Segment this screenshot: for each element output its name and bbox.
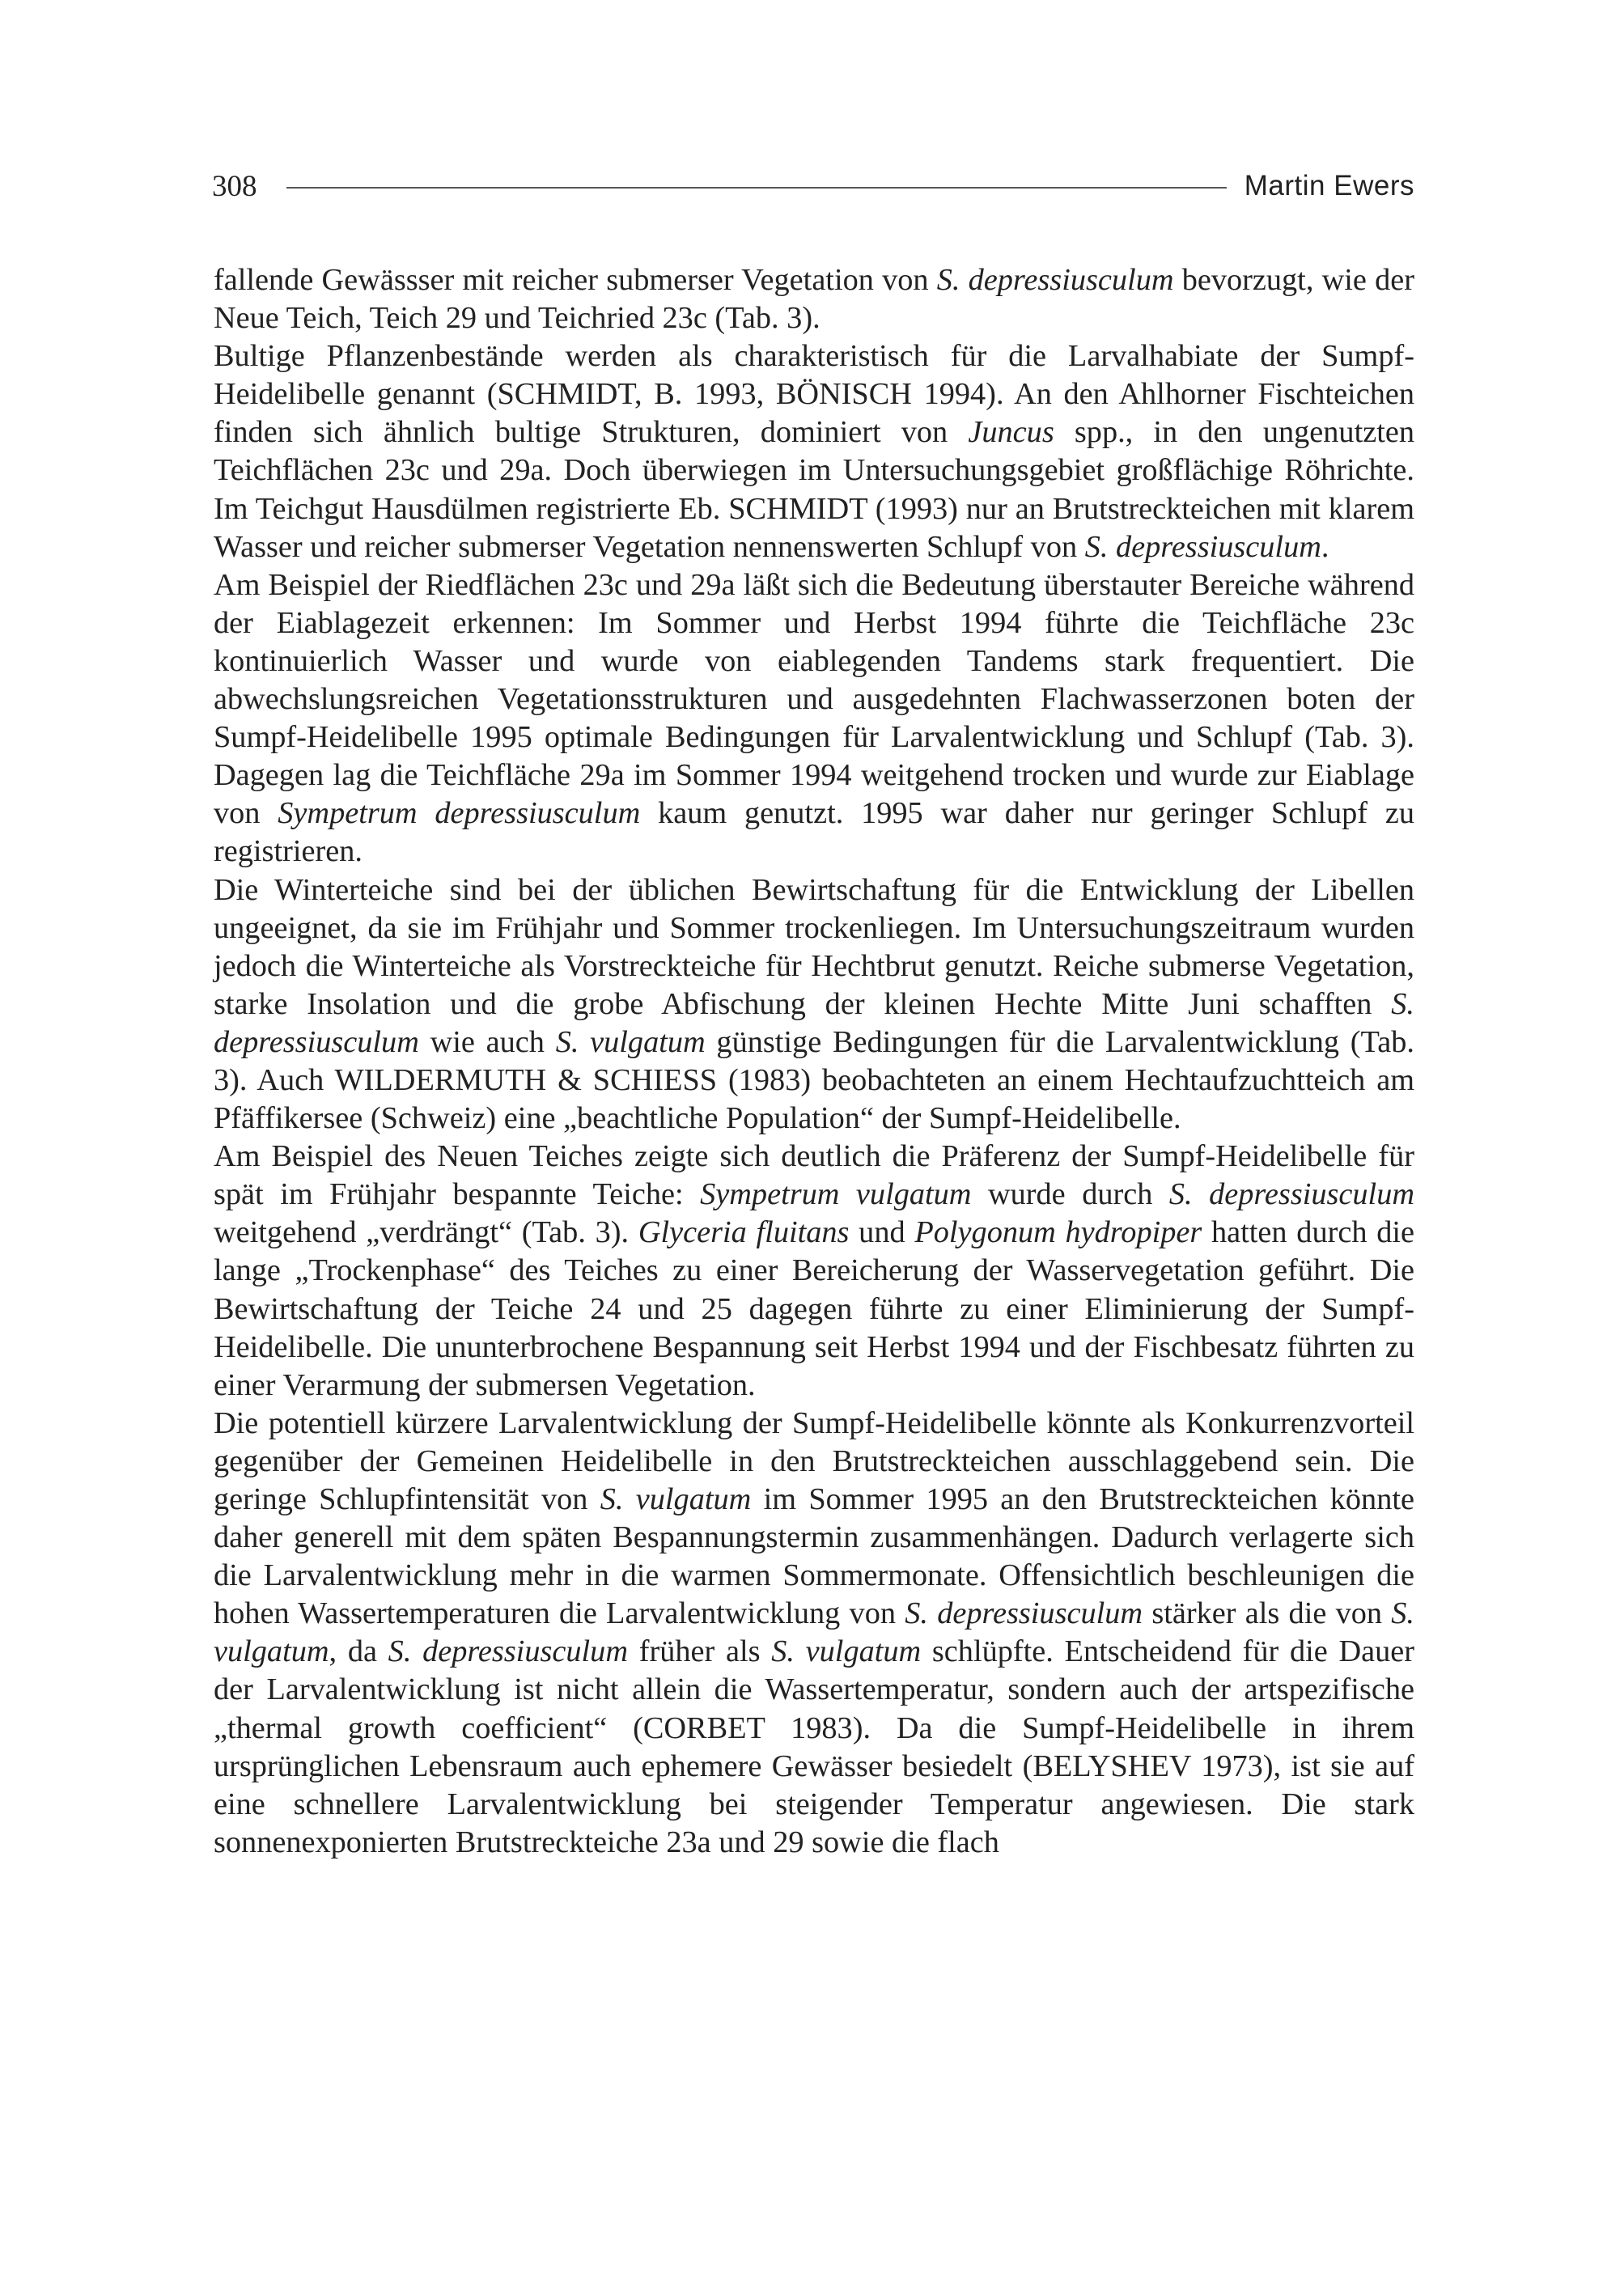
text-run: günstige Bedingungen für die Larvalentwicklung (Tab. 3). Auch WILDERMUTH & SCHIESS (1983) beobachteten an einem Hechtaufzuchtteich am Pfäffikersee (Schweiz) eine „beachtliche Population“ der Sumpf-Heidelibelle. — [214, 1024, 1415, 1136]
text-run: im Sommer 1995 an den Brutstreckteichen könnte daher generell mit dem späten Bespannungstermin zusammenhängen. Dadurch verlagerte sich die Larvalentwicklung mehr in die warmen Sommermonate. Offensichtlich beschleunigen die hohen Wassertemperaturen die Larvalentwicklung von — [214, 1482, 1414, 1631]
paragraph — [214, 337, 1414, 566]
text-run: hatten durch die lange „Trockenphase“ des Teiches zu einer Bereicherung der Wasservegetation geführt. Die Bewirtschaftung der Teiche 24 und 25 dagegen führte zu einer Eliminierung der Sumpf-Heidelibelle. Die ununterbrochene Bespannung seit Herbst 1994 und der Fischbesatz führten zu einer Verarmung der submersen Vegetation. — [214, 1215, 1415, 1402]
text-run: , da — [329, 1634, 388, 1669]
text-run: bevorzugt, wie der Neue Teich, Teich 29 und Teichried 23c (Tab. 3). — [214, 263, 1414, 336]
italic-term: S. vulgatum — [555, 1024, 706, 1059]
text-run: und — [849, 1215, 915, 1250]
italic-term: S. depressiusculum — [1084, 529, 1321, 564]
text-run: früher als — [627, 1634, 772, 1669]
paragraph — [214, 1138, 1414, 1405]
italic-term: S. depressiusculum — [936, 263, 1174, 297]
text-run: weitgehend „verdrängt“ (Tab. 3). — [214, 1215, 638, 1250]
italic-term: Sympetrum vulgatum — [700, 1177, 972, 1212]
paragraph — [214, 1405, 1414, 1862]
paragraph — [214, 261, 1414, 337]
text-run: schlüpfte. Entscheidend für die Dauer der Larvalentwicklung ist nicht allein die Wassertemperatur, sondern auch der artspezifische „thermal growth coefficient“ (CORBET 1983). Da die Sumpf-Heidelibelle in ihrem ursprünglichen Lebensraum auch ephemere Gewässer besiedelt (BELYSHEV 1973), ist sie auf eine schnellere Larvalentwicklung bei steigender Temperatur angewiesen. Die stark sonnenexponierten Brutstreckteiche 23a und 29 sowie die flach — [214, 1634, 1414, 1859]
italic-term: Polygonum hydropiper — [914, 1215, 1202, 1250]
italic-term: S. depressiusculum — [388, 1634, 628, 1669]
text-run: stärker als die von — [1143, 1596, 1392, 1631]
header-rule — [286, 187, 1227, 189]
text-run: Die Winterteiche sind bei der üblichen Bewirtschaftung für die Entwicklung der Libellen ungeeignet, da sie im Frühjahr und Sommer trockenliegen. Im Untersuchungszeitraum wurden jedoch die Winterteiche als Vorstreckteiche für Hechtbrut genutzt. Reiche submerse Vegetation, starke Insolation und die grobe Abfischung der kleinen Hechte Mitte Juni schafften — [214, 872, 1414, 1021]
paragraph — [214, 871, 1414, 1138]
text-run: Am Beispiel der Riedflächen 23c und 29a läßt sich die Bedeutung überstauter Bereiche während der Eiablagezeit erkennen: Im Sommer und Herbst 1994 führte die Teichfläche 23c kontinuierlich Wasser und wurde von eiablegenden Tandems stark frequentiert. Die abwechslungsreichen Vegetationsstrukturen und ausgedehnten Flachwasserzonen boten der Sumpf-Heidelibelle 1995 optimale Bedingungen für Larvalentwicklung und Schlupf (Tab. 3). Dagegen lag die Teichfläche 29a im Sommer 1994 weitgehend trocken und wurde zur Eiablage von — [214, 567, 1414, 831]
text-run: wie auch — [418, 1024, 556, 1059]
text-run: Die potentiell kürzere Larvalentwicklung der Sumpf-Heidelibelle könnte als Konkurrenzvorteil gegenüber der Gemeinen Heidelibelle in den Brutstreckteichen ausschlaggebend sein. Die geringe Schlupfintensität von — [214, 1405, 1414, 1516]
text-run: wurde durch — [971, 1177, 1169, 1212]
text-run: . — [1321, 529, 1329, 564]
italic-term: S. depressiusculum — [1168, 1177, 1415, 1212]
italic-term: Sympetrum depressiusculum — [278, 796, 641, 831]
text-run: spp., in den ungenutzten Teichflächen 23c und 29a. Doch überwiegen im Untersuchungsgebiet großflächige Röhrichte. Im Teichgut Hausdülmen registrierte Eb. SCHMIDT (1993) nur an Brutstreckteichen mit klarem Wasser und reicher submerser Vegetation nennenswerten Schlupf von — [214, 415, 1414, 564]
italic-term: S. depressiusculum — [905, 1596, 1143, 1631]
italic-term: S. vulgatum — [214, 1596, 1415, 1669]
page-header — [212, 166, 1414, 206]
text-run: kaum genutzt. 1995 war daher nur geringer Schlupf zu registrieren. — [214, 796, 1414, 869]
italic-term: Glyceria fluitans — [638, 1215, 850, 1250]
italic-term: S. vulgatum — [771, 1634, 922, 1669]
italic-term: S. depressiusculum — [214, 986, 1414, 1059]
running-head-author: Martin Ewers — [1244, 170, 1414, 201]
italic-term: Juncus — [968, 415, 1054, 450]
text-run: Bultige Pflanzenbestände werden als charakteristisch für die Larvalhabiate der Sumpf-Heidelibelle genannt (SCHMIDT, B. 1993, BÖNISCH 1994). An den Ahlhorner Fischteichen finden sich ähnlich bultige Strukturen, dominiert von — [214, 339, 1414, 450]
text-run: fallende Gewässser mit reicher submerser Vegetation von — [214, 263, 937, 297]
text-run: Am Beispiel des Neuen Teiches zeigte sich deutlich die Präferenz der Sumpf-Heidelibelle für spät im Frühjahr bespannte Teiche: — [214, 1139, 1414, 1212]
page-number: 308 — [212, 169, 257, 203]
body-text — [214, 261, 1414, 1862]
paragraph — [214, 566, 1414, 871]
italic-term: S. vulgatum — [600, 1482, 752, 1516]
